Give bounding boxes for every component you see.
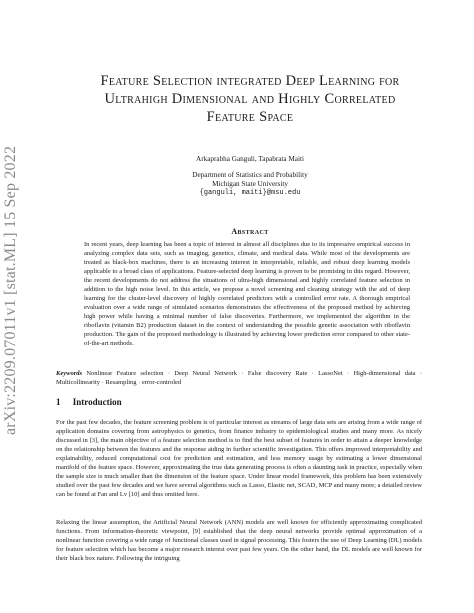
section-title: Introduction [72,397,122,407]
paper-title [60,72,440,126]
affiliation [60,171,440,198]
department: Department of Statistics and Probability [192,171,308,179]
abstract-text: In recent years, deep learning has been a topic of interest in almost all disciplines due to its impressive empirical success in analyzing complex data sets, such as imaging, genetics, climate, and medical data. While most of the developments are treated as black-box machines, there is an increasing interest in interpretable, reliable, and robust deep learning models applicable to a broad class of applications. Feature-selected deep learning is proven to be promising in this regard. However, the recent developments do not address the situations of ultra-high dimensional and highly correlated feature selection in addition to the high noise level. In this article, we propose a novel screening and cleaning strategy with the aid of deep learning for the cluster-level discovery of highly correlated predictors with a controlled error rate. A thorough empirical evaluation over a wide range of simulated scenarios demonstrates the effectiveness of the proposed method by achieving high power while having a minimal number of false discoveries. Furthermore, we implemented the algorithm in the riboflavin (vitamin B2) production dataset in the context of understanding the possible genetic association with riboflavin production. The gain of the proposed methodology is illustrated by achieving lower prediction error compared to other state-of-the-art methods. [84,241,410,347]
introduction-paragraph-1: For the past few decades, the feature screening problem is of particular interest as streams of large data sets are arising from a wide range of application domains covering from astrophysics to genetics, from finance industry to epidemiological studies and many more. As nicely discussed in [3], the main objective of a feature selection method is to find the best subset of features in order to attain a deeper knowledge on the relationship between the features and the response aiding in further scientific investigation. This offers improved interpretability and explainability, reduced computational cost for prediction and estimation, and less memory usage by estimating a lower dimensional manifold of the feature space. However, approximating the true data generating process is often a daunting task in practice, especially when the sample size is much smaller than the dimension of the feature space. Under linear model framework, this problem has been extensively studied over the past few decades and we have several algorithms such as Lasso, Elastic net, SCAD, MCP and many more; a detailed review can be found at Fan and Lv [10] and thus omitted here. [56,419,422,498]
arxiv-identifier: arXiv:2209.07011v1 [stat.ML] 15 Sep 2022 [2,145,19,435]
keywords [56,369,422,387]
title-line-1: Feature Selection integrated Deep Learning for [100,73,400,89]
title-line-2: Ultrahigh Dimensional and Highly Correlated [104,91,396,107]
title-line-3: Feature Space [206,109,294,125]
section-number: 1 [56,397,61,407]
abstract-heading: Abstract [231,227,269,236]
email[interactable]: {ganguli, maiti}@msu.edu [199,189,301,197]
section-heading-introduction [56,397,122,407]
keywords-text: Nonlinear Feature selection · Deep Neural Network · False discovery Rate · LassoNet · High-dimensional data · Multicollinearity · Resampling · error-controled [56,370,423,386]
university: Michigan State University [212,180,288,188]
keywords-label: Keywords [56,370,82,377]
authors: Arkaprabha Ganguli, Tapabrata Maiti [196,155,304,163]
introduction-paragraph-2: Relaxing the linear assumption, the Artificial Neural Network (ANN) models are well known for efficiently approximating complicated functions. From information-theoretic viewpoint, [9] established that the deep neural networks provide optimal approximation of a nonlinear function covering a wide range of functional classes used in signal processing. This fosters the use of Deep Learning (DL) models for feature selection which has become a major research interest over past few years. On the other hand, the DL models are well known for their black box nature. Following the intriguing [56,519,422,562]
